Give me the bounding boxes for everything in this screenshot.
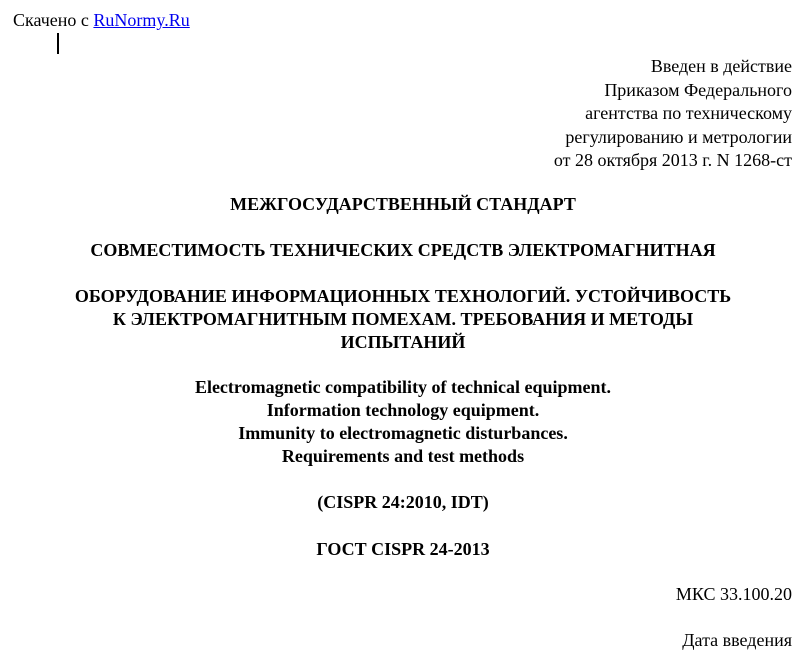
english-title-line: Information technology equipment. [266,400,540,420]
gost-number: ГОСТ CISPR 24-2013 [316,539,490,559]
english-title-line: Requirements and test methods [281,446,525,466]
date-intro-label: Дата введения [682,630,792,650]
text-cursor [57,33,59,54]
source-link[interactable]: RuNormy.Ru [93,10,190,30]
title-equipment-line: ИСПЫТАНИЙ [340,332,466,352]
title-equipment-line: К ЭЛЕКТРОМАГНИТНЫМ ПОМЕХАМ. ТРЕБОВАНИЯ И МЕТОДЫ [112,309,694,329]
cispr-reference [0,491,799,513]
gost-number-heading [0,538,799,560]
source-line [13,9,190,31]
intro-line: Введен в действие [650,56,792,76]
intro-line: от 28 октября 2013 г. N 1268-ст [553,150,792,170]
standard-type: МЕЖГОСУДАРСТВЕННЫЙ СТАНДАРТ [230,194,576,214]
english-title-line: Immunity to electromagnetic disturbances. [238,423,568,443]
english-title [0,376,799,468]
title-compat: СОВМЕСТИМОСТЬ ТЕХНИЧЕСКИХ СРЕДСТВ ЭЛЕКТРОМАГНИТНАЯ [90,240,716,260]
intro-line: агентства по техническому [585,103,792,123]
equipment-heading [0,285,799,354]
source-prefix: Скачено с [13,10,94,30]
mks-code: МКС 33.100.20 [675,584,792,604]
english-title-line: Electromagnetic compatibility of technical equipment. [194,377,612,397]
standard-type-heading [0,193,799,215]
intro-block [554,55,792,173]
intro-line: Приказом Федерального [604,79,792,100]
title-equipment-line: ОБОРУДОВАНИЕ ИНФОРМАЦИОННЫХ ТЕХНОЛОГИЙ. УСТОЙЧИВОСТЬ [74,286,732,306]
cispr-ref: (CISPR 24:2010, IDT) [317,492,489,512]
intro-line: регулированию и метрологии [565,126,792,147]
compat-heading [0,239,799,261]
